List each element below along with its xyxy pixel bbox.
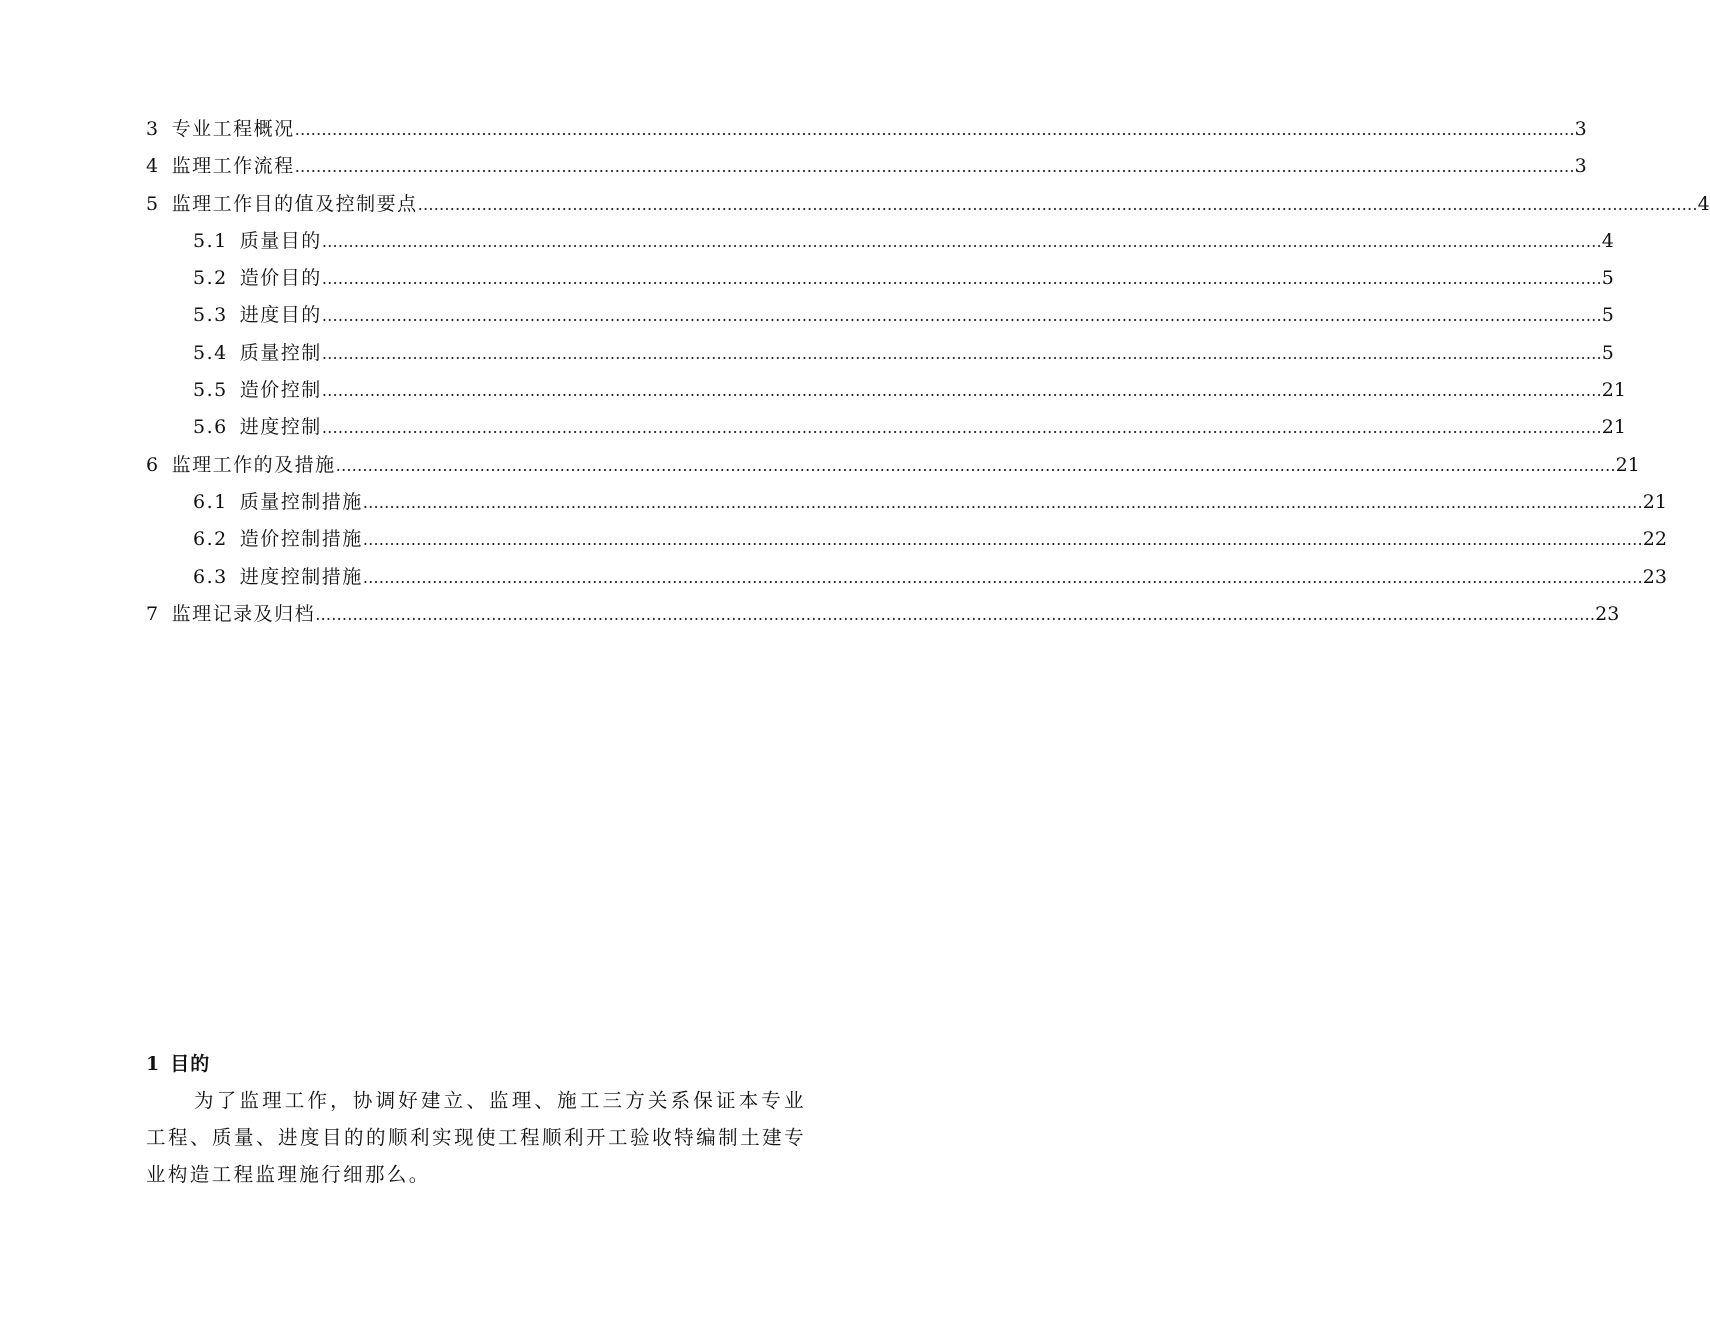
toc-entry-page: 5 bbox=[1601, 267, 1614, 290]
toc-entry-page: 3 bbox=[1574, 118, 1587, 140]
toc-dot-leader: …………………………………………………………………………………………………………………………………………………………………………………………………………………… bbox=[321, 418, 1602, 438]
toc-entry-number: 3 bbox=[146, 118, 160, 140]
toc-entry[interactable] bbox=[146, 524, 1667, 561]
toc-entry-number: 6.3 bbox=[193, 565, 228, 588]
toc-entry-number: 6.2 bbox=[193, 528, 228, 551]
toc-entry[interactable] bbox=[146, 189, 1710, 226]
toc-entry-number: 5.1 bbox=[193, 229, 228, 252]
toc-entry[interactable] bbox=[146, 114, 1587, 151]
toc-entry-number: 5 bbox=[146, 192, 160, 215]
toc-dot-leader: …………………………………………………………………………………………………………………………………………………………………………………………………………………… bbox=[362, 567, 1643, 587]
toc-entry[interactable] bbox=[146, 338, 1614, 375]
toc-dot-leader: …………………………………………………………………………………………………………………………………………………………………………………………………………………… bbox=[321, 343, 1602, 363]
toc-entry-number: 6.1 bbox=[193, 490, 228, 513]
toc-entry-number: 5.2 bbox=[193, 267, 228, 290]
toc-entry-title: 质量控制措施 bbox=[239, 490, 363, 513]
toc-entry-page: 4 bbox=[1601, 229, 1614, 252]
section-body-paragraph: 为了监理工作，协调好建立、监理、施工三方关系保证本专业工程、质量、进度目的的顺利实现使工程顺利开工验收特编制土建专业构造工程监理施行细那么。 bbox=[146, 1089, 806, 1186]
toc-entry-title: 监理记录及归档 bbox=[171, 602, 316, 625]
toc-entry[interactable] bbox=[146, 562, 1667, 599]
toc-entry-page: 21 bbox=[1642, 490, 1667, 513]
toc-entry-number: 5.6 bbox=[193, 416, 228, 439]
toc-dot-leader: …………………………………………………………………………………………………………………………………………………………………………………………………………………… bbox=[335, 455, 1616, 475]
toc-entry[interactable] bbox=[146, 300, 1614, 337]
toc-dot-leader: …………………………………………………………………………………………………………………………………………………………………………………………………………………… bbox=[362, 530, 1643, 550]
toc-entry-title: 造价目的 bbox=[239, 267, 322, 290]
toc-entry[interactable] bbox=[146, 450, 1640, 487]
toc-entry-page: 21 bbox=[1601, 416, 1626, 439]
toc-entry-number: 5.4 bbox=[193, 341, 228, 364]
toc-entry-number: 7 bbox=[146, 602, 160, 625]
toc-entry-page: 4 bbox=[1697, 192, 1710, 215]
toc-entry[interactable] bbox=[146, 487, 1667, 524]
toc-dot-leader: …………………………………………………………………………………………………………………………………………………………………………………………………………………… bbox=[321, 231, 1602, 251]
section-purpose bbox=[146, 1046, 806, 1193]
toc-entry-title: 质量控制 bbox=[239, 341, 322, 364]
toc-dot-leader: …………………………………………………………………………………………………………………………………………………………………………………………………………………… bbox=[321, 381, 1602, 401]
section-title: 目的 bbox=[170, 1053, 211, 1075]
toc-entry-title: 造价控制措施 bbox=[239, 528, 363, 551]
toc-entry-title: 造价控制 bbox=[239, 379, 322, 402]
toc-entry-title: 监理工作的及措施 bbox=[171, 453, 336, 476]
toc-entry-page: 5 bbox=[1601, 341, 1614, 364]
toc-entry-title: 监理工作目的值及控制要点 bbox=[171, 192, 418, 215]
toc-entry-title: 专业工程概况 bbox=[171, 118, 295, 140]
toc-dot-leader: …………………………………………………………………………………………………………………………………………………………………………………………………………………… bbox=[321, 306, 1602, 326]
toc-entry-title: 质量目的 bbox=[239, 229, 322, 252]
toc-entry-number: 6 bbox=[146, 453, 160, 476]
toc-entry-page: 23 bbox=[1642, 565, 1667, 588]
toc-dot-leader: …………………………………………………………………………………………………………………………………………………………………………………………………………………… bbox=[315, 604, 1596, 624]
toc-dot-leader: …………………………………………………………………………………………………………………………………………………………………………………………………………………… bbox=[321, 269, 1602, 289]
toc-entry-title: 进度目的 bbox=[239, 304, 322, 327]
toc-entry-page: 3 bbox=[1574, 155, 1587, 178]
section-number: 1 bbox=[146, 1053, 161, 1075]
toc-entry-number: 5.5 bbox=[193, 379, 228, 402]
toc-entry-page: 22 bbox=[1642, 528, 1667, 551]
toc-entry-number: 4 bbox=[146, 155, 160, 178]
section-heading bbox=[146, 1046, 806, 1082]
toc-dot-leader: …………………………………………………………………………………………………………………………………………………………………………………………………………………… bbox=[417, 194, 1698, 214]
toc-entry[interactable] bbox=[146, 412, 1626, 449]
toc-dot-leader: …………………………………………………………………………………………………………………………………………………………………………………………………………………… bbox=[294, 120, 1575, 139]
toc-entry-title: 进度控制 bbox=[239, 416, 322, 439]
toc-dot-leader: …………………………………………………………………………………………………………………………………………………………………………………………………………………… bbox=[362, 492, 1643, 512]
toc-dot-leader: …………………………………………………………………………………………………………………………………………………………………………………………………………………… bbox=[294, 157, 1575, 177]
toc-entry[interactable] bbox=[146, 599, 1620, 636]
toc-entry-page: 23 bbox=[1595, 602, 1620, 625]
toc-entry[interactable] bbox=[146, 151, 1587, 188]
toc-entry-title: 监理工作流程 bbox=[171, 155, 295, 178]
table-of-contents bbox=[146, 114, 1710, 636]
toc-entry[interactable] bbox=[146, 263, 1614, 300]
toc-entry[interactable] bbox=[146, 226, 1614, 263]
toc-entry-title: 进度控制措施 bbox=[239, 565, 363, 588]
toc-entry-number: 5.3 bbox=[193, 304, 228, 327]
toc-entry[interactable] bbox=[146, 375, 1626, 412]
toc-entry-page: 21 bbox=[1615, 453, 1640, 476]
toc-entry-page: 5 bbox=[1601, 304, 1614, 327]
toc-entry-page: 21 bbox=[1601, 379, 1626, 402]
